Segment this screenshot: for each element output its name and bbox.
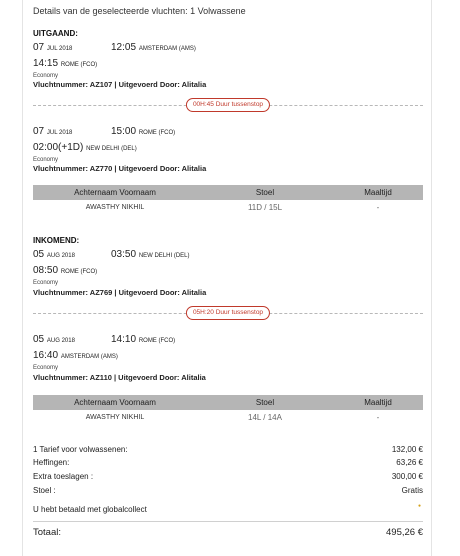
stopover-badge: 05H:20 Duur tussenstop <box>186 306 270 320</box>
departure-date: 07 JUL 2018 <box>33 42 73 53</box>
stopover-badge: 00H:45 Duur tussenstop <box>186 98 270 112</box>
meal-value: - <box>376 203 380 212</box>
inbound-seg1-departure <box>33 249 423 263</box>
column-meal: Maaltijd <box>364 398 392 407</box>
outbound-seg2-arrival: 02:00(+1D) NEW DELHI (DEL) <box>33 142 137 153</box>
taxes-label: Heffingen: <box>33 458 70 467</box>
extra-charges-row <box>33 472 423 484</box>
inbound-seg2-departure <box>33 334 423 348</box>
total-row <box>33 527 423 541</box>
outbound-stopover <box>33 98 423 112</box>
outbound-seg2-departure <box>33 126 423 140</box>
seat-charge-label: Stoel : <box>33 486 56 495</box>
table-header <box>33 395 423 410</box>
fare-row <box>33 445 423 457</box>
meal-value: - <box>376 413 380 422</box>
total-label: Totaal: <box>33 527 61 538</box>
outbound-passenger-table <box>33 185 423 215</box>
cabin-class: Economy <box>33 365 59 371</box>
inbound-seg2-arrival: 16:40 AMSTERDAM (AMS) <box>33 350 118 361</box>
inbound-seg1-arrival: 08:50 ROME (FCO) <box>33 265 98 276</box>
flight-info: Vluchtnummer: AZ769 | Uitgevoerd Door: Alitalia <box>33 288 207 297</box>
outbound-seg1-arrival: 14:15 ROME (FCO) <box>33 58 98 69</box>
column-meal: Maaltijd <box>364 188 392 197</box>
departure-time: 14:10 ROME (FCO) <box>111 334 176 345</box>
passenger-name: AWASTHY NIKHIL <box>85 204 145 211</box>
cabin-class: Economy <box>33 73 59 79</box>
details-title: Details van de geselecteerde vluchten: 1 Volwassene <box>33 6 246 16</box>
table-row <box>33 200 423 215</box>
inbound-passenger-table <box>33 395 423 425</box>
cabin-class: Economy <box>33 280 59 286</box>
departure-time: 12:05 AMSTERDAM (AMS) <box>111 42 196 53</box>
flight-info: Vluchtnummer: AZ107 | Uitgevoerd Door: Alitalia <box>33 80 207 89</box>
outbound-label: UITGAAND: <box>33 29 78 38</box>
departure-time: 03:50 NEW DELHI (DEL) <box>111 249 190 260</box>
seat-charge-value: Gratis <box>401 486 423 495</box>
booking-details-card <box>22 0 432 556</box>
departure-date: 07 JUL 2018 <box>33 126 73 137</box>
total-value: 495,26 € <box>386 527 423 538</box>
outbound-seg1-departure <box>33 42 423 56</box>
fare-value: 132,00 € <box>391 445 423 454</box>
column-name: Achternaam Voornaam <box>74 188 156 197</box>
table-row <box>33 410 423 425</box>
departure-date: 05 AUG 2018 <box>33 249 75 260</box>
column-name: Achternaam Voornaam <box>74 398 156 407</box>
cabin-class: Economy <box>33 157 59 163</box>
column-seat: Stoel <box>255 188 275 197</box>
column-seat: Stoel <box>255 398 275 407</box>
taxes-value: 63,26 € <box>396 458 423 467</box>
payment-method-text: U hebt betaald met globalcollect <box>33 505 147 514</box>
extra-charges-label: Extra toeslagen : <box>33 472 94 481</box>
taxes-row <box>33 458 423 470</box>
total-divider <box>33 521 423 522</box>
table-header <box>33 185 423 200</box>
flight-info: Vluchtnummer: AZ770 | Uitgevoerd Door: Alitalia <box>33 164 207 173</box>
payment-logo-icon: ● <box>417 503 421 509</box>
seat-value: 14L / 14A <box>248 413 282 422</box>
departure-date: 05 AUG 2018 <box>33 334 75 345</box>
passenger-name: AWASTHY NIKHIL <box>85 414 145 421</box>
fare-label: 1 Tarief voor volwassenen: <box>33 445 128 454</box>
flight-info: Vluchtnummer: AZ110 | Uitgevoerd Door: Alitalia <box>33 373 206 382</box>
seat-value: 11D / 15L <box>247 203 283 212</box>
inbound-label: INKOMEND: <box>33 236 80 245</box>
inbound-stopover <box>33 306 423 320</box>
departure-time: 15:00 ROME (FCO) <box>111 126 176 137</box>
seat-charge-row <box>33 486 423 498</box>
extra-charges-value: 300,00 € <box>391 472 423 481</box>
